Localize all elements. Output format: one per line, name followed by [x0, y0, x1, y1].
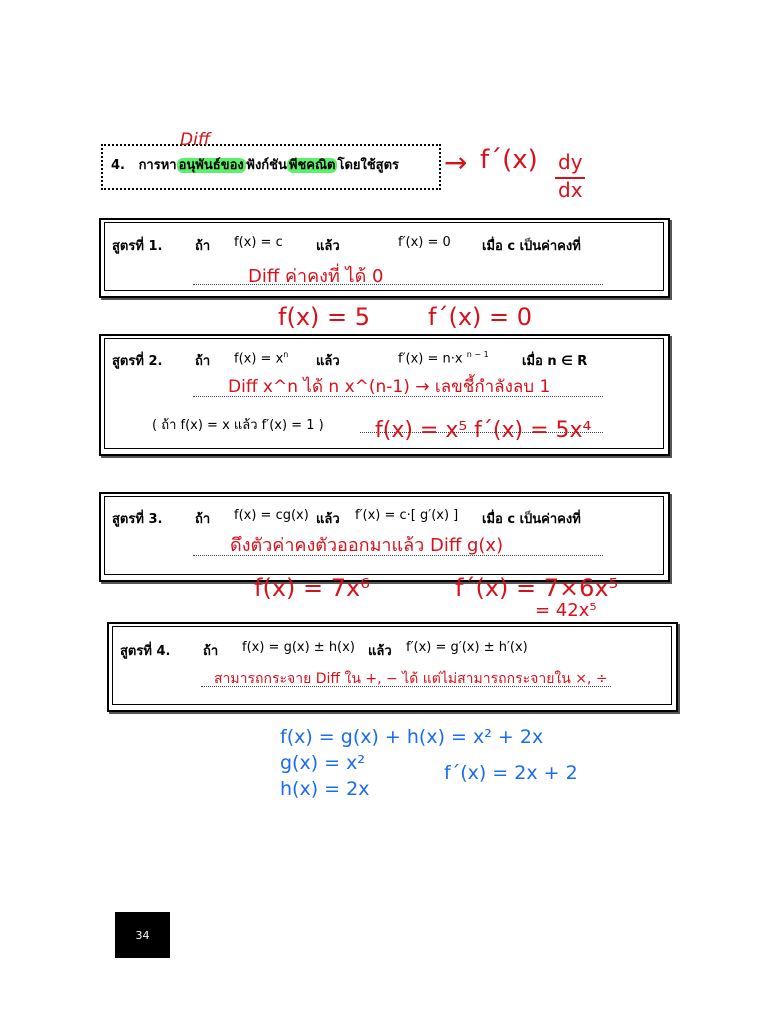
- rule2-special-case: ( ถ้า f(x) = x แล้ว f′(x) = 1 ): [152, 418, 324, 433]
- rule4-function: f(x) = g(x) ± h(x): [242, 640, 355, 655]
- rule2-condition: เมื่อ n ∈ R: [522, 354, 588, 369]
- blue-line-3: h(x) = 2x: [280, 778, 370, 800]
- section-title-pre: การหา: [138, 158, 177, 173]
- rule1-function: f(x) = c: [234, 235, 283, 250]
- rule3-derivative: f′(x) = c·[ g′(x) ]: [355, 508, 459, 523]
- blue-result: f´(x) = 2x + 2: [444, 762, 578, 784]
- rule3-function: f(x) = cg(x): [234, 508, 309, 523]
- rule2-handwriting: Diff x^n ได้ n x^(n-1) → เลขชี้กำลังลบ 1: [228, 377, 551, 397]
- rule2-derivative-exp: n − 1: [466, 350, 489, 359]
- rule3-example-result: = 42x⁵: [535, 600, 597, 621]
- rule3-label: สูตรที่ 3.: [112, 512, 163, 527]
- highlight-derivative: อนุพันธ์ของ: [178, 158, 244, 173]
- rule1-condition: เมื่อ c เป็นค่าคงที่: [482, 239, 581, 254]
- section-title-post: โดยใช้สูตร: [337, 158, 400, 173]
- rule4-inner: [112, 626, 672, 705]
- annot-dx: dx: [558, 178, 583, 202]
- blue-line-1: f(x) = g(x) + h(x) = x² + 2x: [280, 726, 544, 748]
- annot-fprime: f´(x): [480, 145, 538, 175]
- page-number: 34: [135, 928, 150, 942]
- rule2-function-exp: n: [283, 350, 289, 359]
- rule3-then: แล้ว: [316, 512, 340, 527]
- rule3-condition: เมื่อ c เป็นค่าคงที่: [482, 512, 581, 527]
- page-number-box: [115, 912, 170, 958]
- rule3-handwriting: ดึงตัวค่าคงตัวออกมาแล้ว Diff g(x): [230, 535, 504, 556]
- rule4-if: ถ้า: [203, 644, 219, 659]
- section-number: 4.: [111, 158, 125, 173]
- rule4-derivative: f′(x) = g′(x) ± h′(x): [406, 640, 528, 655]
- rule1-if: ถ้า: [195, 239, 211, 254]
- rule1-handwriting: Diff ค่าคงที่ ได้ 0: [248, 266, 384, 287]
- rule3-example-left: f(x) = 7x⁶: [254, 574, 370, 602]
- blue-line-2: g(x) = x²: [280, 752, 365, 774]
- rule2-then: แล้ว: [316, 354, 340, 369]
- rule4-then: แล้ว: [368, 644, 392, 659]
- rule1-label: สูตรที่ 1.: [112, 239, 163, 254]
- section-header: [111, 154, 399, 175]
- rule3-if: ถ้า: [195, 512, 211, 527]
- rule1-derivative: f′(x) = 0: [398, 235, 451, 250]
- rule1-then: แล้ว: [316, 239, 340, 254]
- rule2-function-base: f(x) = x: [234, 351, 284, 367]
- rule2-derivative: [398, 350, 489, 366]
- section-title-mid: ฟังก์ชัน: [245, 158, 287, 173]
- rule4-handwriting: สามารถกระจาย Diff ใน +, − ได้ แต่ไม่สามารถกระจายใน ×, ÷: [214, 671, 608, 687]
- rule2-if: ถ้า: [195, 354, 211, 369]
- rule2-derivative-base: f′(x) = n·x: [398, 351, 463, 367]
- rule2-function: [234, 350, 288, 366]
- rule1-example-right: f´(x) = 0: [428, 303, 533, 331]
- rule1-example-left: f(x) = 5: [278, 303, 371, 331]
- rule2-label: สูตรที่ 2.: [112, 354, 163, 369]
- annot-dy: dy: [558, 150, 583, 174]
- highlight-algebraic: พีชคณิต: [288, 158, 336, 173]
- annot-diff: Diff: [180, 130, 211, 150]
- rule2-example: f(x) = x⁵ f´(x) = 5x⁴: [375, 418, 592, 443]
- annot-arrow: →: [444, 146, 468, 179]
- rule4-label: สูตรที่ 4.: [120, 644, 171, 659]
- rule3-example-right: f´(x) = 7×6x⁵: [455, 574, 619, 602]
- rule1-inner: [104, 222, 664, 291]
